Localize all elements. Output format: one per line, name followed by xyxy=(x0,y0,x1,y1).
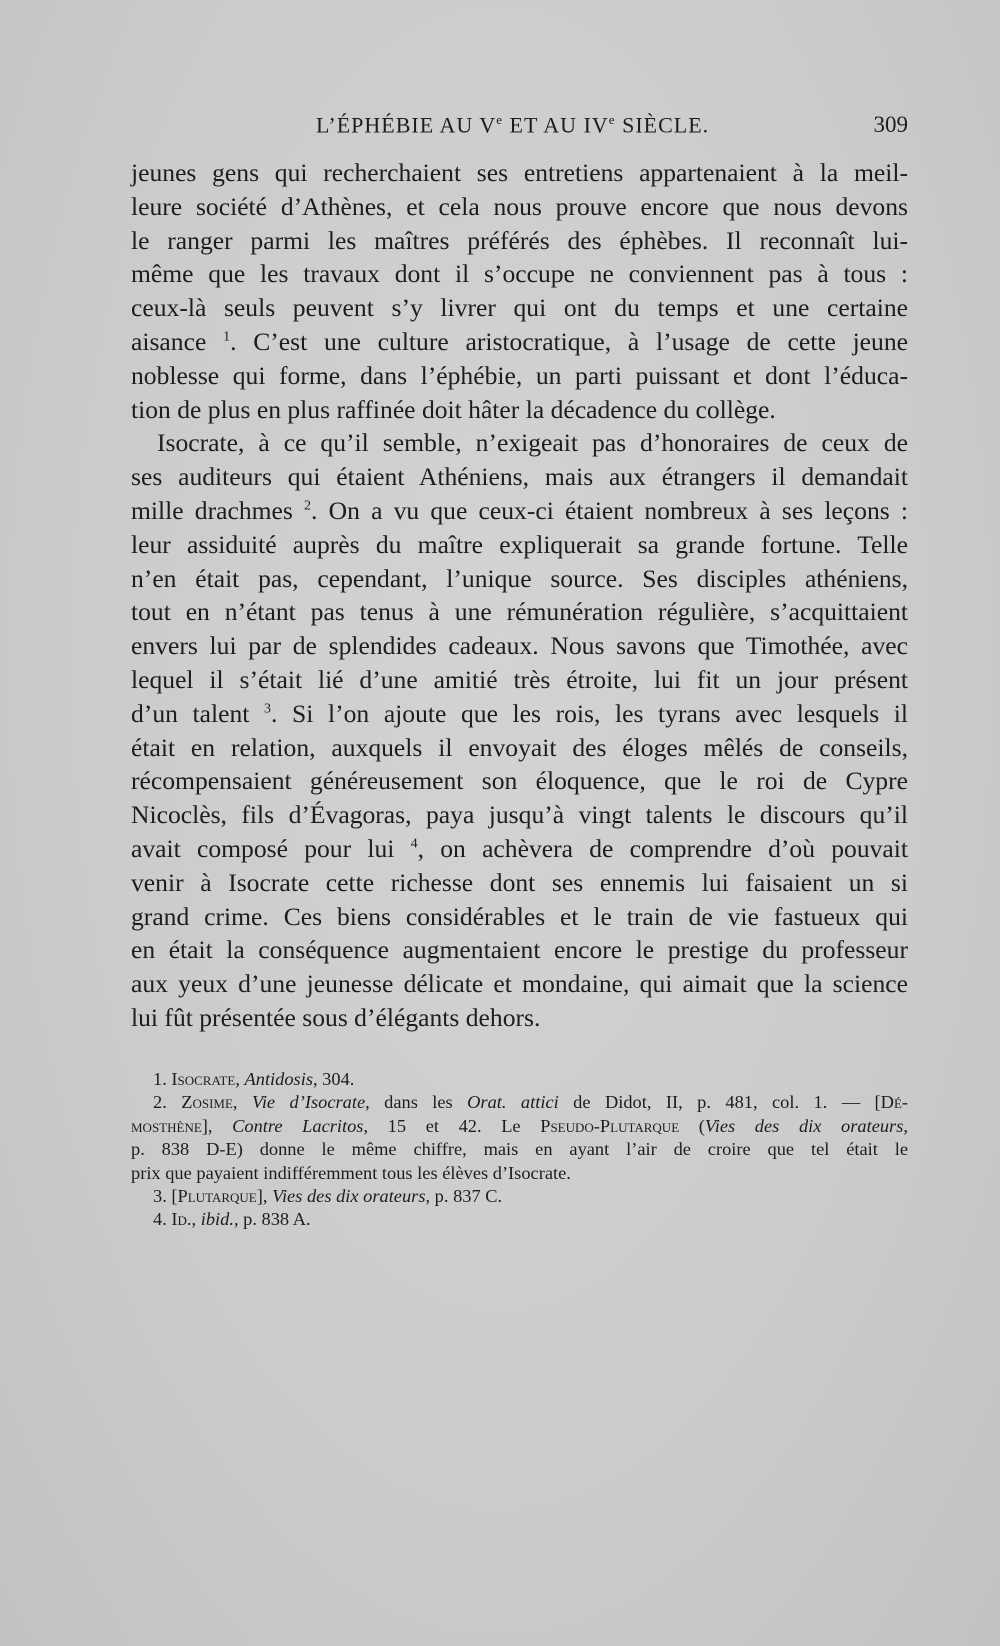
footnote-text: de Didot, II, p. 481, col. 1. — [ xyxy=(558,1092,881,1113)
text-line: lui fût présentée sous d’élégants dehors. xyxy=(131,1002,541,1032)
text-line: ceux-là seuls peuvent s’y livrer qui ont du temps et une certaine xyxy=(131,293,908,323)
text-line: grand crime. Ces biens considérables et le train de vie fastueux qui xyxy=(131,901,908,931)
running-head-part: SIÈCLE. xyxy=(615,112,710,138)
text-line: leure société d’Athènes, et cela nous prouve encore que nous devons xyxy=(131,191,908,221)
text-line: tion de plus en plus raffinée doit hâter la décadence du collège. xyxy=(131,394,776,424)
footnote-title: ibid. xyxy=(200,1209,234,1230)
footnote-author: Plutarque xyxy=(177,1186,257,1207)
text-line xyxy=(131,494,908,528)
footnote-2-line-2 xyxy=(131,1115,908,1138)
footnote-ref: 4 xyxy=(410,836,418,852)
footnote-1 xyxy=(131,1068,908,1091)
text-line: Nicoclès, fils d’Évagoras, paya jusqu’à vingt talents le discours qu’il xyxy=(131,800,908,830)
footnote-title: Antidosis xyxy=(244,1069,313,1089)
footnote-text: , xyxy=(232,1092,252,1113)
footnote-number: 1. xyxy=(153,1069,172,1089)
footnote-title: Vie d’Isocrate xyxy=(251,1092,366,1113)
text-fragment: avait composé pour lui xyxy=(131,833,411,863)
text-line: lequel il s’était lié d’une amitié très étroite, lui fit un jour présent xyxy=(131,664,908,694)
text-line xyxy=(131,832,908,866)
footnote-ref: 1 xyxy=(223,329,231,345)
superscript: e xyxy=(608,112,616,127)
footnote-2 xyxy=(131,1091,908,1114)
footnote-number: 4. xyxy=(153,1209,172,1230)
footnote-text: ], xyxy=(256,1186,273,1207)
text-line: récompensaient généreusement son éloquence, que le roi de Cypre xyxy=(131,766,908,796)
footnote-text: , xyxy=(903,1115,908,1136)
footnote-author: Id. xyxy=(171,1209,192,1230)
page-header xyxy=(130,112,908,144)
text-line: venir à Isocrate cette richesse dont ses ennemis lui faisaient un si xyxy=(131,867,908,897)
text-fragment: . C’est une culture aristocratique, à l’usage de cette jeune xyxy=(230,326,908,356)
footnote-3 xyxy=(131,1185,908,1208)
text-fragment: mille drachmes xyxy=(131,495,305,525)
page-number: 309 xyxy=(873,112,908,137)
text-fragment: d’un talent xyxy=(131,698,264,728)
running-head-part: L’ÉPHÉBIE AU V xyxy=(316,112,497,138)
footnote-author: Pseudo-Plutarque xyxy=(540,1115,680,1136)
footnote-text: , xyxy=(235,1069,245,1089)
text-line: même que les travaux dont il s’occupe ne conviennent pas à tous : xyxy=(131,259,908,289)
footnote-title: Vies des dix orateurs xyxy=(272,1186,426,1207)
text-line: noblesse qui forme, dans l’éphébie, un parti puissant et dont l’éduca- xyxy=(131,360,908,390)
footnote-text: , 15 et 42. Le xyxy=(363,1115,541,1136)
text-fragment: , on achèvera de comprendre d’où pouvait xyxy=(417,833,909,863)
text-line xyxy=(131,325,908,359)
footnote-title: Vies des dix orateurs xyxy=(704,1115,904,1136)
main-text xyxy=(131,156,908,1035)
text-line: n’en était pas, cependant, l’unique source. Ses disciples athéniens, xyxy=(131,563,908,593)
footnote-text: ], xyxy=(201,1115,233,1136)
text-fragment: . Si l’on ajoute que les rois, les tyrans avec lesquels il xyxy=(271,698,908,728)
footnote-text: ( xyxy=(679,1115,705,1136)
text-line: était en relation, auxquels il envoyait des éloges mêlés de conseils, xyxy=(131,732,908,762)
footnote-author: Dé- xyxy=(880,1092,909,1113)
footnote-text: , 304. xyxy=(312,1069,355,1089)
footnote-text: , p. 838 A. xyxy=(233,1209,311,1230)
text-line: ses auditeurs qui étaient Athéniens, mais aux étrangers il demandait xyxy=(131,462,908,492)
text-fragment: . On a vu que ceux-ci étaient nombreux à ses leçons : xyxy=(311,495,908,525)
footnote-title: Orat. attici xyxy=(467,1092,559,1113)
text-line: Isocrate, à ce qu’il semble, n’exigeait pas d’honoraires de ceux de xyxy=(157,428,908,458)
footnote-number: 3. [ xyxy=(153,1186,178,1207)
text-line: le ranger parmi les maîtres préférés des éphèbes. Il reconnaît lui- xyxy=(131,225,908,255)
text-line: tout en n’étant pas tenus à une rémunération régulière, s’acquittaient xyxy=(131,597,908,627)
running-head-part: ET AU IV xyxy=(503,112,609,138)
footnote-ref: 3 xyxy=(264,701,271,717)
footnote-ref: 2 xyxy=(304,498,312,514)
footnote-4 xyxy=(131,1208,908,1231)
text-line: leur assiduité auprès du maître expliquerait sa grande fortune. Telle xyxy=(131,529,908,559)
footnote-title: Contre Lacritos xyxy=(232,1115,364,1136)
text-line: aux yeux d’une jeunesse délicate et mondaine, qui aimait que la science xyxy=(131,969,908,999)
footnotes xyxy=(131,1068,908,1232)
text-line: en était la conséquence augmentaient encore le prestige du professeur xyxy=(131,935,908,965)
text-line: envers lui par de splendides cadeaux. Nous savons que Timothée, avec xyxy=(131,631,908,661)
footnote-author: mosthène xyxy=(131,1115,202,1136)
text-fragment: aisance xyxy=(131,326,224,356)
footnote-text: , dans les xyxy=(365,1092,468,1113)
superscript: e xyxy=(496,112,504,127)
footnote-2-line-4: prix que payaient indifféremment tous les élèves d’Isocrate. xyxy=(131,1162,571,1183)
text-line xyxy=(131,697,908,731)
footnote-author: Zosime xyxy=(181,1092,233,1113)
footnote-author: Isocrate xyxy=(171,1069,236,1089)
running-head xyxy=(316,112,709,138)
footnote-number: 2. xyxy=(153,1092,182,1113)
text-line: jeunes gens qui recherchaient ses entretiens appartenaient à la meil- xyxy=(131,158,908,187)
footnote-text: , xyxy=(191,1209,201,1230)
footnote-text: , p. 837 C. xyxy=(425,1186,503,1207)
footnote-2-line-3: p. 838 D-E) donne le même chiffre, mais en ayant l’air de croire que tel était le xyxy=(131,1139,908,1160)
